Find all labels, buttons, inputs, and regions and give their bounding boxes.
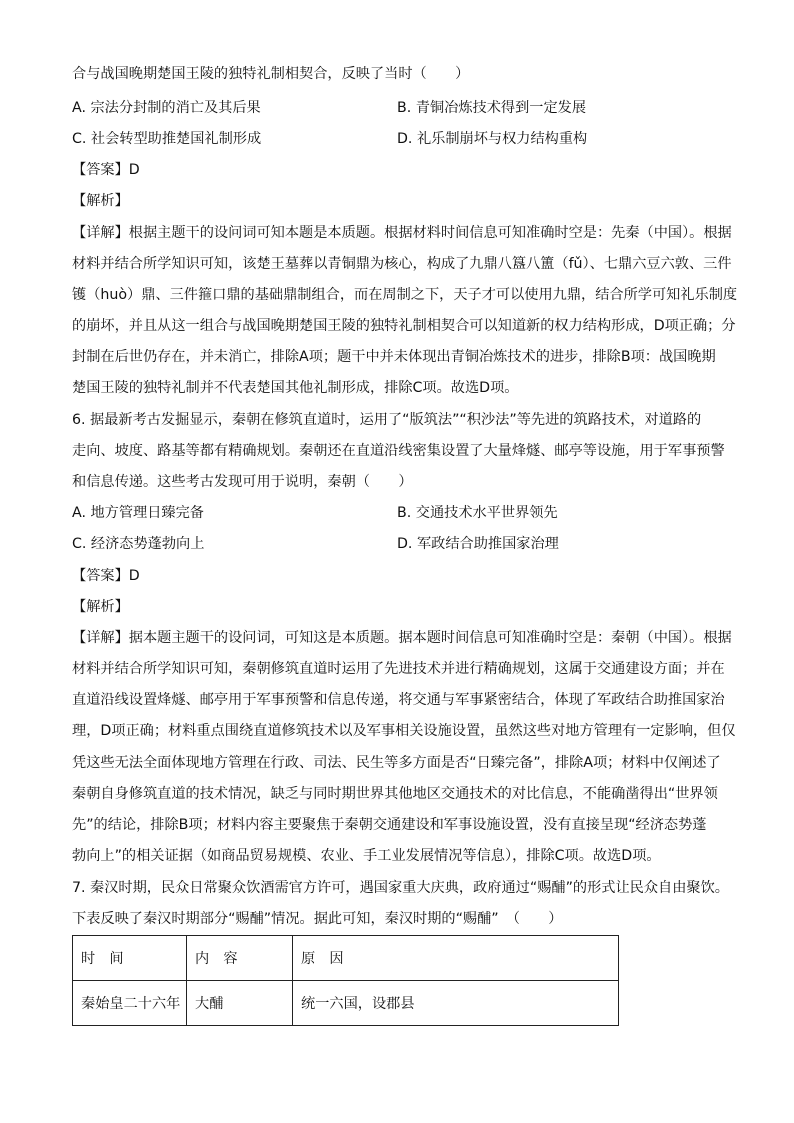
q6-detail-line: 材料并结合所学知识可知，秦朝修筑直道时运用了先进技术并进行精确规划，这属于交通建设方面；并在 (72, 661, 725, 677)
table-header-row (73, 936, 619, 981)
q5-detail-line: 楚国王陵的独特礼制并不代表楚国其他礼制形成，排除C项。故选D项。 (72, 380, 519, 396)
q6-option-d: D. 军政结合助推国家治理 (397, 536, 559, 552)
q5-option-b: B. 青铜冶炼技术得到一定发展 (397, 100, 587, 116)
q6-option-b: B. 交通技术水平世界领先 (397, 505, 558, 521)
q6-option-a: A. 地方管理日臻完备 (72, 505, 204, 521)
q5-option-c: C. 社会转型助推楚国礼制形成 (72, 131, 262, 147)
q5-detail-line: 材料并结合所学知识可知，该楚王墓葬以青铜鼎为核心，构成了九鼎八簋八簠（fǔ）、七鼎六豆六敦、三件 (72, 256, 732, 272)
q6-answer: 【答案】D (72, 568, 140, 584)
q5-detail-line: 的崩坏，并且从这一组合与战国晚期楚国王陵的独特礼制相契合可以知道新的权力结构形成，D项正确；分 (72, 318, 736, 334)
q7-stem-line: 下表反映了秦汉时期部分“赐酺”情况。据此可知，秦汉时期的“赐酺” （ ） (72, 911, 563, 927)
q5-option-a: A. 宗法分封制的消亡及其后果 (72, 100, 261, 116)
table-header-cell: 原 因 (293, 936, 619, 981)
q6-option-c: C. 经济态势蓬勃向上 (72, 536, 205, 552)
q7-stem-line: 7. 秦汉时期，民众日常聚众饮酒需官方许可，遇国家重大庆典，政府通过“赐酺”的形式让民众自由聚饮。 (72, 880, 729, 896)
q5-answer: 【答案】D (72, 162, 140, 178)
q6-stem-line: 走向、坡度、路基等都有精确规划。秦朝还在直道沿线密集设置了大量烽燧、邮亭等设施，用于军事预警 (72, 443, 725, 459)
table-row (73, 981, 619, 1026)
table-cell: 秦始皇二十六年 (73, 981, 187, 1026)
table-header-cell: 时 间 (73, 936, 187, 981)
q6-detail-line: 先”的结论，排除B项；材料内容主要聚焦于秦朝交通建设和军事设施设置，没有直接呈现“经济态势蓬 (72, 817, 707, 833)
q6-stem-line: 6. 据最新考古发掘显示，秦朝在修筑直道时，运用了“版筑法”“积沙法”等先进的筑路技术，对道路的 (72, 412, 702, 428)
table-cell: 统一六国，设郡县 (293, 981, 619, 1026)
q5-detail-line: 镬（huò）鼎、三件箍口鼎的基础鼎制组合，而在周制之下，天子才可以使用九鼎，结合所学可知礼乐制度 (72, 287, 738, 303)
q5-stem: 合与战国晚期楚国王陵的独特礼制相契合，反映了当时（ ） (72, 66, 470, 82)
table-cell: 大酺 (187, 981, 293, 1026)
q6-detail-line: 【详解】据本题主题干的设问词，可知这是本质题。据本题时间信息可知准确时空是：秦朝（中国）。根据 (72, 630, 732, 646)
q6-detail-line: 秦朝自身修筑直道的技术情况，缺乏与同时期世界其他地区交通技术的对比信息，不能确凿得出“世界领 (72, 786, 718, 802)
q5-detail-line: 封制在后世仍存在，并未消亡，排除A项；题干中并未体现出青铜冶炼技术的进步，排除B项：战国晚期 (72, 349, 716, 365)
q6-detail-line: 理，D项正确；材料重点围绕直道修筑技术以及军事相关设施设置，虽然这些对地方管理有一定影响，但仅 (72, 723, 736, 739)
q6-detail-line: 凭这些无法全面体现地方管理在行政、司法、民生等多方面是否“日臻完备”，排除A项；材料中仅阐述了 (72, 755, 721, 771)
q5-detail-line: 【详解】根据主题干的设问词可知本题是本质题。根据材料时间信息可知准确时空是：先秦（中国）。根据 (72, 225, 732, 241)
table-header-cell: 内 容 (187, 936, 293, 981)
q7-table (72, 935, 619, 1026)
q6-stem-line: 和信息传递。这些考古发现可用于说明，秦朝（ ） (72, 474, 413, 490)
q6-detail-line: 勃向上”的相关证据（如商品贸易规模、农业、手工业发展情况等信息），排除C项。故选D项。 (72, 848, 661, 864)
q6-analysis-label: 【解析】 (72, 599, 129, 615)
q6-detail-line: 直道沿线设置烽燧、邮亭用于军事预警和信息传递，将交通与军事紧密结合，体现了军政结合助推国家治 (72, 692, 725, 708)
q5-analysis-label: 【解析】 (72, 193, 129, 209)
q5-option-d: D. 礼乐制崩坏与权力结构重构 (397, 131, 588, 147)
